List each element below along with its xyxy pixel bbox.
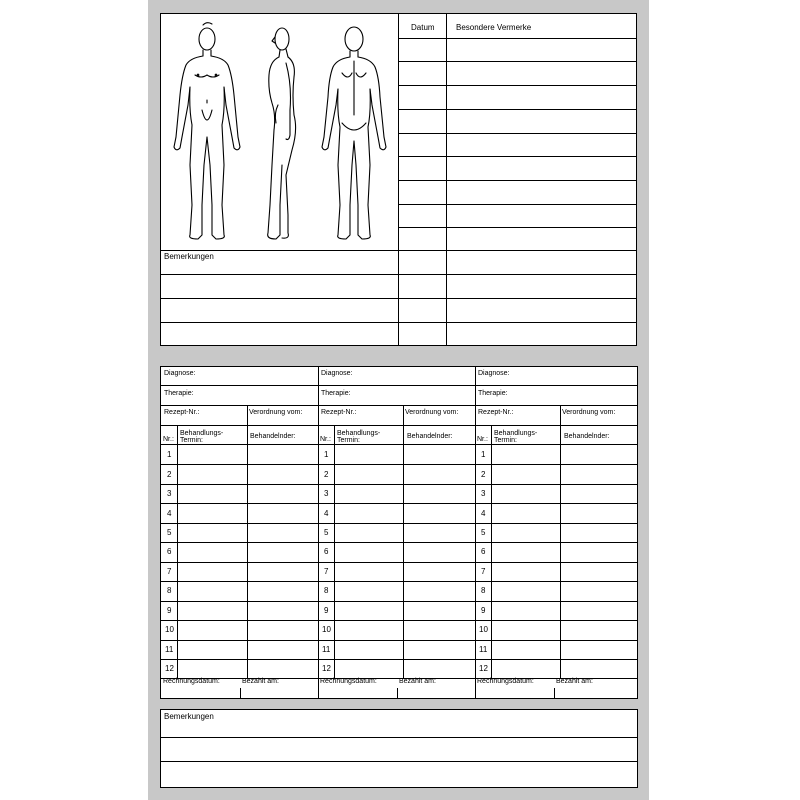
termin-label-2: Termin:	[337, 437, 360, 444]
diagnose-label: Diagnose:	[478, 370, 510, 377]
row-number: 10	[322, 625, 331, 634]
termin-label-1: Behandlungs-	[337, 430, 381, 437]
verordnung-label: Verordnung vom:	[562, 409, 616, 416]
diagnose-label: Diagnose:	[164, 370, 196, 377]
rezept-label: Rezept-Nr.:	[478, 409, 514, 416]
vermerke-header: Besondere Vermerke	[456, 23, 532, 32]
rechnungsdatum-label: Rechnungsdatum:	[163, 678, 220, 685]
bezahlt-label: Bezahlt am:	[399, 678, 436, 685]
nr-label: Nr.:	[320, 436, 331, 443]
bezahlt-label: Bezahlt am:	[242, 678, 279, 685]
therapie-label: Therapie:	[164, 390, 194, 397]
row-number: 7	[167, 567, 172, 576]
row-number: 12	[479, 664, 488, 673]
bottom-card	[160, 709, 638, 788]
termin-label-2: Termin:	[494, 437, 517, 444]
row-number: 11	[322, 645, 331, 654]
therapie-label: Therapie:	[321, 390, 351, 397]
row-number: 4	[481, 509, 486, 518]
figure-bottom-line	[160, 250, 398, 251]
row-number: 3	[481, 489, 486, 498]
row-number: 11	[165, 645, 174, 654]
rechnungsdatum-label: Rechnungsdatum:	[477, 678, 534, 685]
termin-label-1: Behandlungs-	[180, 430, 224, 437]
body-figures-illustration	[162, 15, 398, 249]
verordnung-label: Verordnung vom:	[249, 409, 303, 416]
row-number: 10	[479, 625, 488, 634]
row-number: 8	[324, 586, 329, 595]
nr-label: Nr.:	[477, 436, 488, 443]
row-number: 8	[167, 586, 172, 595]
panel-divider-1	[318, 366, 319, 699]
row-number: 4	[167, 509, 172, 518]
row-number: 1	[481, 450, 486, 459]
row-number: 6	[481, 547, 486, 556]
bottom-bemerkungen-label: Bemerkungen	[164, 712, 214, 721]
row-number: 12	[322, 664, 331, 673]
body-front-icon	[174, 23, 240, 239]
row-number: 2	[324, 470, 329, 479]
row-number: 8	[481, 586, 486, 595]
row-number: 5	[481, 528, 486, 537]
row-number: 11	[479, 645, 488, 654]
row-number: 1	[324, 450, 329, 459]
rezept-label: Rezept-Nr.:	[164, 409, 200, 416]
row-number: 2	[481, 470, 486, 479]
row-number: 6	[167, 547, 172, 556]
row-number: 2	[167, 470, 172, 479]
row-number: 9	[481, 606, 486, 615]
row-number: 5	[167, 528, 172, 537]
row-number: 4	[324, 509, 329, 518]
row-number: 9	[167, 606, 172, 615]
row-number: 7	[324, 567, 329, 576]
behandelnder-label: Behandelnder:	[407, 433, 453, 440]
termin-label-1: Behandlungs-	[494, 430, 538, 437]
termin-label-2: Termin:	[180, 437, 203, 444]
rezept-label: Rezept-Nr.:	[321, 409, 357, 416]
row-number: 3	[167, 489, 172, 498]
rechnungsdatum-label: Rechnungsdatum:	[320, 678, 377, 685]
row-number: 3	[324, 489, 329, 498]
panel-divider-2	[475, 366, 476, 699]
bezahlt-label: Bezahlt am:	[556, 678, 593, 685]
row-number: 6	[324, 547, 329, 556]
row-number: 1	[167, 450, 172, 459]
therapie-label: Therapie:	[478, 390, 508, 397]
row-number: 7	[481, 567, 486, 576]
verordnung-label: Verordnung vom:	[405, 409, 459, 416]
row-number: 5	[324, 528, 329, 537]
datum-header: Datum	[411, 23, 435, 32]
body-side-icon	[268, 28, 296, 239]
behandelnder-label: Behandelnder:	[250, 433, 296, 440]
body-back-icon	[322, 27, 386, 239]
bemerkungen-label: Bemerkungen	[164, 252, 214, 261]
behandelnder-label: Behandelnder:	[564, 433, 610, 440]
diagnose-label: Diagnose:	[321, 370, 353, 377]
row-number: 9	[324, 606, 329, 615]
nr-label: Nr.:	[163, 436, 174, 443]
row-number: 10	[165, 625, 174, 634]
row-number: 12	[165, 664, 174, 673]
